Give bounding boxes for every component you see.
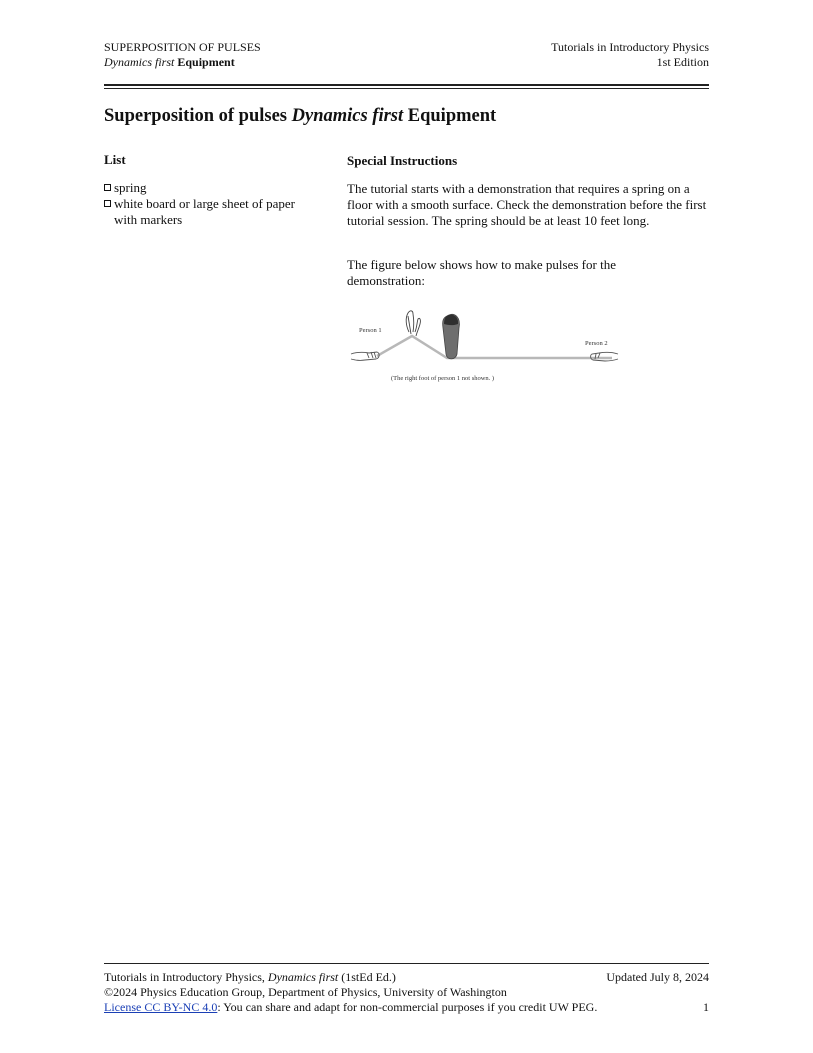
title-part3: Equipment bbox=[403, 106, 497, 126]
checkbox-icon bbox=[104, 200, 111, 207]
instructions-paragraph-1: The tutorial starts with a demonstration that requires a spring on a floor with a smooth surface. Check the demonstration before the first tutorial session. The spring should be at least 10 feet long. bbox=[347, 181, 707, 228]
page-number: 1 bbox=[703, 1000, 709, 1014]
footer-citation-italic: Dynamics first bbox=[267, 970, 339, 984]
title-part2-italic: Dynamics first bbox=[291, 106, 404, 126]
equipment-list bbox=[104, 180, 304, 228]
footer-license bbox=[104, 1000, 597, 1015]
pulse-demonstration-figure bbox=[347, 308, 622, 388]
spring bbox=[377, 336, 612, 358]
header-subtitle bbox=[104, 55, 261, 70]
footer-updated-date: Updated July 8, 2024 bbox=[606, 970, 709, 984]
header-section-title: SUPERPOSITION OF PULSES bbox=[104, 40, 261, 54]
list-heading: List bbox=[104, 152, 126, 167]
person1-hand-icon bbox=[351, 352, 379, 360]
page-title bbox=[104, 104, 496, 128]
header-rule-thick bbox=[104, 84, 709, 86]
pinching-hand-icon bbox=[406, 311, 420, 336]
person2-hand-icon bbox=[591, 352, 618, 361]
header-subtitle-italic: Dynamics first bbox=[104, 55, 175, 69]
header-rule-thin bbox=[104, 88, 709, 89]
checkbox-icon bbox=[104, 184, 111, 191]
header-edition: 1st Edition bbox=[656, 55, 709, 69]
license-text: : You can share and adapt for non-commercial purposes if you credit UW PEG. bbox=[217, 1000, 598, 1014]
running-header-left bbox=[104, 40, 261, 70]
footer-rule bbox=[104, 963, 709, 964]
instructions-heading: Special Instructions bbox=[347, 153, 458, 168]
list-item bbox=[104, 180, 304, 196]
footer-citation-suffix: (1stEd Ed.) bbox=[338, 970, 396, 984]
list-item-label: white board or large sheet of paper with markers bbox=[114, 196, 295, 227]
running-header-right bbox=[551, 40, 709, 70]
list-item bbox=[104, 196, 304, 228]
list-item-label: spring bbox=[114, 180, 147, 195]
instructions-paragraph-2: The figure below shows how to make pulses for the demonstration: bbox=[347, 257, 616, 288]
footer-citation bbox=[104, 970, 396, 985]
header-book-title: Tutorials in Introductory Physics bbox=[551, 40, 709, 54]
footer-copyright: ©2024 Physics Education Group, Department of Physics, University of Washington bbox=[104, 985, 507, 999]
footer-citation-prefix: Tutorials in Introductory Physics, bbox=[104, 970, 268, 984]
header-subtitle-bold: Equipment bbox=[177, 55, 235, 69]
person1-foot-icon bbox=[443, 314, 460, 359]
person2-label: Person 2 bbox=[585, 340, 608, 347]
person1-label: Person 1 bbox=[359, 327, 382, 334]
figure-caption: (The right foot of person 1 not shown. ) bbox=[391, 375, 495, 382]
title-part1: Superposition of pulses bbox=[104, 106, 292, 126]
license-link[interactable]: License CC BY-NC 4.0 bbox=[104, 1000, 218, 1014]
